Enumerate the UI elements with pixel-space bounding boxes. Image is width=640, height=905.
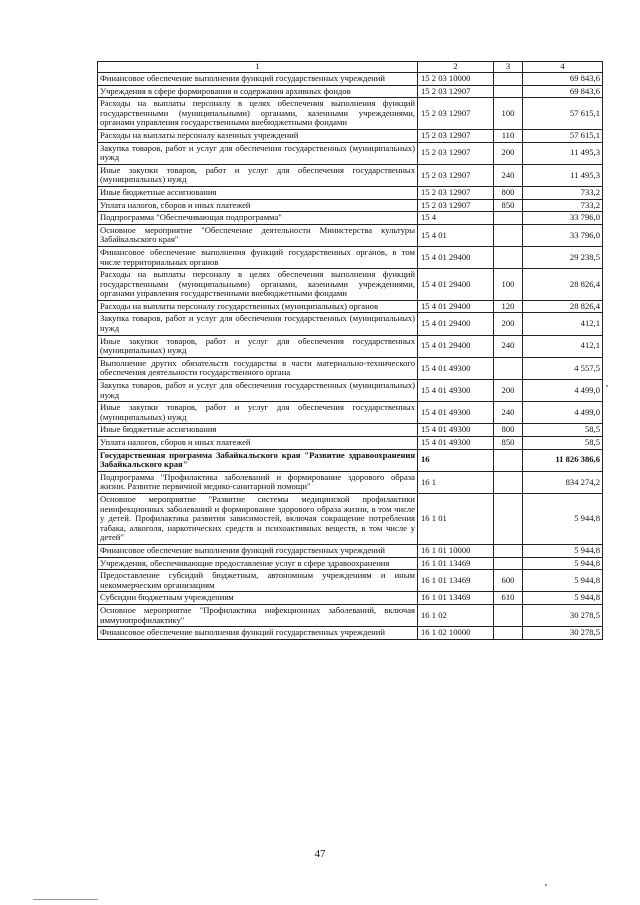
cell-expense-type bbox=[494, 246, 523, 268]
cell-amount: 4 499,0 bbox=[523, 402, 603, 424]
cell-name: Расходы на выплаты персоналу государственных (муниципальных) органов bbox=[98, 300, 418, 313]
cell-name: Расходы на выплаты персоналу казенных учреждений bbox=[98, 129, 418, 142]
table-row bbox=[98, 380, 603, 402]
header-col-vr: 3 bbox=[494, 62, 523, 73]
table-row bbox=[98, 246, 603, 268]
table-row bbox=[98, 73, 603, 86]
table-row bbox=[98, 335, 603, 357]
cell-amount: 4 499,0 bbox=[523, 380, 603, 402]
page-number: 47 bbox=[314, 848, 326, 860]
cell-name: Государственная программа Забайкальского края "Развитие здравоохранения Забайкальского края" bbox=[98, 449, 418, 471]
cell-amount: 29 238,5 bbox=[523, 246, 603, 268]
cell-code: 15 4 01 29400 bbox=[418, 313, 494, 335]
cell-amount: 30 278,5 bbox=[523, 604, 603, 626]
cell-code: 15 4 bbox=[418, 212, 494, 225]
cell-name: Иные закупки товаров, работ и услуг для обеспечения государственных (муниципальных) нужд bbox=[98, 402, 418, 424]
cell-expense-type: 120 bbox=[494, 300, 523, 313]
cell-code: 16 1 01 13469 bbox=[418, 570, 494, 592]
cell-code: 15 4 01 29400 bbox=[418, 335, 494, 357]
cell-amount: 57 615,1 bbox=[523, 98, 603, 130]
table-row bbox=[98, 85, 603, 98]
cell-code: 15 2 03 12907 bbox=[418, 142, 494, 164]
cell-code: 15 2 03 12907 bbox=[418, 85, 494, 98]
budget-table bbox=[97, 61, 603, 640]
table-row bbox=[98, 627, 603, 640]
cell-name: Финансовое обеспечение выполнения функций государственных органов, в том числе территориальных органов bbox=[98, 246, 418, 268]
cell-amount: 5 944,8 bbox=[523, 570, 603, 592]
cell-code: 15 2 03 12907 bbox=[418, 98, 494, 130]
cell-name: Финансовое обеспечение выполнения функций государственных учреждений bbox=[98, 544, 418, 557]
cell-code: 16 1 01 10000 bbox=[418, 544, 494, 557]
cell-name: Иные бюджетные ассигнования bbox=[98, 424, 418, 437]
cell-expense-type: 240 bbox=[494, 335, 523, 357]
cell-code: 16 1 01 bbox=[418, 493, 494, 544]
cell-name: Уплата налогов, сборов и иных платежей bbox=[98, 199, 418, 212]
cell-name: Подпрограмма "Профилактика заболеваний и формирование здорового образа жизни. Развитие первичной медико-санитарной помощи" bbox=[98, 471, 418, 493]
cell-amount: 69 843,6 bbox=[523, 85, 603, 98]
cell-name: Выполнение других обязательств государства в части материально-технического обеспечения деятельности государственного органа bbox=[98, 357, 418, 379]
cell-code: 15 4 01 49300 bbox=[418, 357, 494, 379]
cell-code: 15 4 01 49300 bbox=[418, 424, 494, 437]
cell-expense-type: 610 bbox=[494, 592, 523, 605]
cell-code: 15 2 03 12907 bbox=[418, 186, 494, 199]
cell-amount: 11 495,3 bbox=[523, 164, 603, 186]
cell-expense-type bbox=[494, 471, 523, 493]
table-row bbox=[98, 493, 603, 544]
header-col-code: 2 bbox=[418, 62, 494, 73]
table-row bbox=[98, 557, 603, 570]
cell-name: Учреждения в сфере формирования и содержания архивных фондов bbox=[98, 85, 418, 98]
header-col-sum: 4 bbox=[523, 62, 603, 73]
table-row bbox=[98, 313, 603, 335]
cell-amount: 5 944,8 bbox=[523, 544, 603, 557]
cell-amount: 69 843,6 bbox=[523, 73, 603, 86]
cell-name: Основное мероприятие "Профилактика инфекционных заболеваний, включая иммунопрофилактику" bbox=[98, 604, 418, 626]
cell-expense-type: 240 bbox=[494, 164, 523, 186]
table-row bbox=[98, 98, 603, 130]
cell-amount: 834 274,2 bbox=[523, 471, 603, 493]
cell-code: 15 2 03 10000 bbox=[418, 73, 494, 86]
cell-amount: 733,2 bbox=[523, 199, 603, 212]
cell-expense-type bbox=[494, 604, 523, 626]
table-row bbox=[98, 570, 603, 592]
header-row bbox=[98, 62, 603, 73]
cell-code: 15 2 03 12907 bbox=[418, 129, 494, 142]
cell-expense-type: 200 bbox=[494, 380, 523, 402]
cell-name: Основное мероприятие "Обеспечение деятельности Министерства культуры Забайкальского края" bbox=[98, 224, 418, 246]
table-row bbox=[98, 142, 603, 164]
table-row bbox=[98, 402, 603, 424]
scan-speck bbox=[606, 385, 608, 387]
cell-amount: 57 615,1 bbox=[523, 129, 603, 142]
header-col-name: 1 bbox=[98, 62, 418, 73]
table-row bbox=[98, 449, 603, 471]
cell-amount: 5 944,8 bbox=[523, 493, 603, 544]
cell-code: 16 bbox=[418, 449, 494, 471]
cell-expense-type: 200 bbox=[494, 142, 523, 164]
cell-code: 16 1 02 10000 bbox=[418, 627, 494, 640]
table-row bbox=[98, 604, 603, 626]
cell-name: Подпрограмма "Обеспечивающая подпрограмма" bbox=[98, 212, 418, 225]
cell-expense-type bbox=[494, 73, 523, 86]
cell-name: Закупка товаров, работ и услуг для обеспечения государственных (муниципальных) нужд bbox=[98, 380, 418, 402]
cell-amount: 33 796,0 bbox=[523, 212, 603, 225]
cell-expense-type: 850 bbox=[494, 199, 523, 212]
cell-name: Субсидии бюджетным учреждениям bbox=[98, 592, 418, 605]
table-row bbox=[98, 212, 603, 225]
cell-amount: 28 826,4 bbox=[523, 269, 603, 301]
cell-expense-type bbox=[494, 493, 523, 544]
cell-code: 15 4 01 49300 bbox=[418, 380, 494, 402]
cell-expense-type: 240 bbox=[494, 402, 523, 424]
cell-amount: 412,1 bbox=[523, 335, 603, 357]
cell-amount: 30 278,5 bbox=[523, 627, 603, 640]
cell-name: Закупка товаров, работ и услуг для обеспечения государственных (муниципальных) нужд bbox=[98, 313, 418, 335]
cell-name: Основное мероприятие "Развитие системы медицинской профилактики неинфекционных заболеваний и формирование здорового образа жизни, в том числе у детей. Профилактика развития зависимостей, включая сокращение потребления табака, алкоголя, наркотических средств и психоактивных веществ, в том числе у детей" bbox=[98, 493, 418, 544]
cell-expense-type: 100 bbox=[494, 269, 523, 301]
cell-expense-type bbox=[494, 224, 523, 246]
cell-name: Расходы на выплаты персоналу в целях обеспечения выполнения функций государственными (муниципальными) органами, казенными учреждениями, органами управления государственными внебюджетными фондами bbox=[98, 98, 418, 130]
cell-expense-type bbox=[494, 627, 523, 640]
footer-rule bbox=[33, 899, 98, 900]
cell-expense-type: 200 bbox=[494, 313, 523, 335]
cell-expense-type: 850 bbox=[494, 437, 523, 450]
table-row bbox=[98, 269, 603, 301]
cell-amount: 58,5 bbox=[523, 424, 603, 437]
cell-code: 15 4 01 bbox=[418, 224, 494, 246]
table-row bbox=[98, 357, 603, 379]
cell-expense-type bbox=[494, 544, 523, 557]
cell-expense-type: 100 bbox=[494, 98, 523, 130]
cell-amount: 5 944,8 bbox=[523, 592, 603, 605]
table-body bbox=[98, 73, 603, 640]
table-row bbox=[98, 199, 603, 212]
cell-code: 16 1 02 bbox=[418, 604, 494, 626]
cell-name: Учреждения, обеспечивающие предоставление услуг в сфере здравоохранения bbox=[98, 557, 418, 570]
cell-code: 15 2 03 12907 bbox=[418, 164, 494, 186]
table-row bbox=[98, 164, 603, 186]
table-row bbox=[98, 424, 603, 437]
cell-code: 15 4 01 29400 bbox=[418, 300, 494, 313]
cell-name: Предоставление субсидий бюджетным, автономным учреждениям и иным некоммерческим организациям bbox=[98, 570, 418, 592]
cell-name: Иные бюджетные ассигнования bbox=[98, 186, 418, 199]
cell-amount: 733,2 bbox=[523, 186, 603, 199]
table-row bbox=[98, 224, 603, 246]
table-row bbox=[98, 129, 603, 142]
table-row bbox=[98, 437, 603, 450]
cell-amount: 4 557,5 bbox=[523, 357, 603, 379]
cell-name: Иные закупки товаров, работ и услуг для обеспечения государственных (муниципальных) нужд bbox=[98, 164, 418, 186]
cell-amount: 5 944,8 bbox=[523, 557, 603, 570]
cell-expense-type: 800 bbox=[494, 186, 523, 199]
table-row bbox=[98, 300, 603, 313]
cell-code: 16 1 bbox=[418, 471, 494, 493]
cell-expense-type bbox=[494, 85, 523, 98]
cell-expense-type bbox=[494, 449, 523, 471]
cell-expense-type bbox=[494, 212, 523, 225]
cell-name: Финансовое обеспечение выполнения функций государственных учреждений bbox=[98, 73, 418, 86]
cell-code: 15 2 03 12907 bbox=[418, 199, 494, 212]
cell-expense-type bbox=[494, 357, 523, 379]
cell-code: 16 1 01 13469 bbox=[418, 592, 494, 605]
cell-expense-type bbox=[494, 557, 523, 570]
cell-code: 15 4 01 49300 bbox=[418, 402, 494, 424]
cell-amount: 28 826,4 bbox=[523, 300, 603, 313]
cell-amount: 33 796,0 bbox=[523, 224, 603, 246]
cell-amount: 58,5 bbox=[523, 437, 603, 450]
cell-expense-type: 110 bbox=[494, 129, 523, 142]
cell-name: Расходы на выплаты персоналу в целях обеспечения выполнения функций государственными (муниципальными) органами, казенными учреждениями, органами управления государственными внебюджетными фондами bbox=[98, 269, 418, 301]
table-row bbox=[98, 544, 603, 557]
scan-speck bbox=[545, 884, 547, 886]
cell-expense-type: 600 bbox=[494, 570, 523, 592]
cell-code: 15 4 01 29400 bbox=[418, 269, 494, 301]
table-row bbox=[98, 186, 603, 199]
table-row bbox=[98, 471, 603, 493]
table-row bbox=[98, 592, 603, 605]
cell-name: Уплата налогов, сборов и иных платежей bbox=[98, 437, 418, 450]
cell-name: Иные закупки товаров, работ и услуг для обеспечения государственных (муниципальных) нужд bbox=[98, 335, 418, 357]
cell-expense-type: 800 bbox=[494, 424, 523, 437]
cell-code: 15 4 01 49300 bbox=[418, 437, 494, 450]
cell-amount: 11 495,3 bbox=[523, 142, 603, 164]
cell-code: 16 1 01 13469 bbox=[418, 557, 494, 570]
cell-amount: 11 826 386,6 bbox=[523, 449, 603, 471]
cell-name: Закупка товаров, работ и услуг для обеспечения государственных (муниципальных) нужд bbox=[98, 142, 418, 164]
table-header bbox=[98, 62, 603, 73]
cell-amount: 412,1 bbox=[523, 313, 603, 335]
cell-name: Финансовое обеспечение выполнения функций государственных учреждений bbox=[98, 627, 418, 640]
cell-code: 15 4 01 29400 bbox=[418, 246, 494, 268]
